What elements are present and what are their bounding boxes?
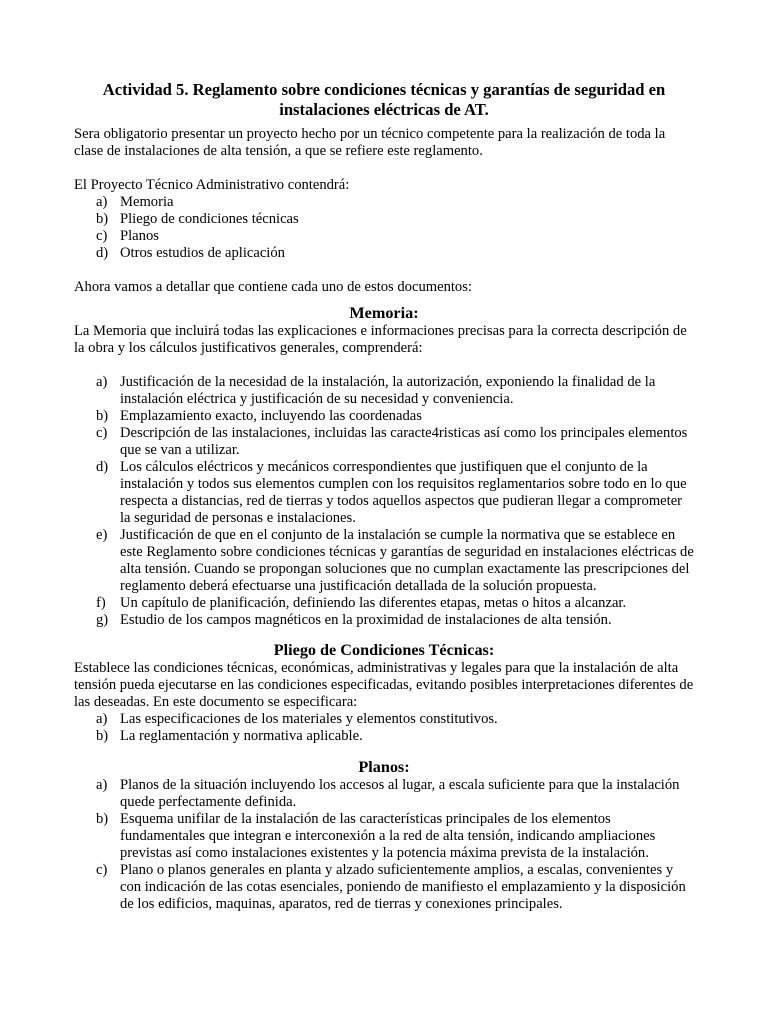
list-marker: c) [96, 228, 108, 244]
list-item-text: Justificación de la necesidad de la instalación, la autorización, exponiendo la finalidad de la instalación eléctrica y justificación de su necesidad y conveniencia. [120, 374, 656, 407]
list-item [96, 194, 694, 211]
list-item-text: Las especificaciones de los materiales y elementos constitutivos. [120, 711, 498, 727]
list-item-text: Pliego de condiciones técnicas [120, 211, 299, 227]
list-marker: a) [96, 711, 108, 727]
list-item [96, 527, 694, 595]
list-item [96, 811, 694, 862]
list-marker: g) [96, 612, 109, 628]
list-marker: c) [96, 425, 108, 441]
list-item-text: Memoria [120, 194, 174, 210]
list-marker: a) [96, 194, 108, 210]
list-item-text: Esquema unifilar de la instalación de las características principales de los elementos fundamentales que integran e interconexión a la red de alta tensión, indicando ampliaciones previstas así como instalaciones existentes y la potencia máxima prevista de la instalación. [120, 811, 656, 861]
list-item [96, 595, 694, 612]
list-item [96, 425, 694, 459]
list-marker: b) [96, 211, 109, 227]
list-item-text: Los cálculos eléctricos y mecánicos correspondientes que justifiquen que el conjunto de la instalación y todos sus elementos cumplen con los requisitos reglamentarios sobre todo en lo que respecta a distancias, red de tierras y todos aquellos aspectos que pudieran llegar a comprometer la seguridad de personas e instalaciones. [120, 459, 687, 526]
list-item [96, 612, 694, 629]
intro-paragraph: Sera obligatorio presentar un proyecto hecho por un técnico competente para la realización de toda la clase de instalaciones de alta tensión, a que se refiere este reglamento. [74, 126, 666, 159]
document-title: Actividad 5. Reglamento sobre condiciones técnicas y garantías de seguridad en instalaciones eléctricas de AT. [102, 80, 666, 119]
planos-list [74, 777, 694, 913]
list-marker: d) [96, 245, 109, 261]
project-contents-list [74, 194, 694, 262]
list-item-text: Otros estudios de aplicación [120, 245, 285, 261]
list-marker: b) [96, 408, 109, 424]
list-item [96, 862, 694, 913]
list-item-text: Planos [120, 228, 159, 244]
list-marker: b) [96, 728, 109, 744]
spacer [74, 357, 694, 374]
list-item [96, 728, 694, 745]
list-marker: e) [96, 527, 108, 543]
list-marker: d) [96, 459, 109, 475]
list-item [96, 777, 694, 811]
list-item-text: Justificación de que en el conjunto de la instalación se cumple la normativa que se establece en este Reglamento sobre condiciones técnicas y garantías de seguridad en instalaciones eléctricas de alta tensión. Cuando se propongan soluciones que no cumplan exactamente las prescripciones del reglamento deberá efectuarse una justificación detallada de la solución propuesta. [120, 527, 694, 594]
list-item-text: Estudio de los campos magnéticos en la proximidad de instalaciones de alta tensión. [120, 612, 612, 628]
list-item [96, 374, 694, 408]
pliego-intro: Establece las condiciones técnicas, económicas, administrativas y legales para que la instalación de alta tensión pueda ejecutarse en las condiciones especificadas, evitando posibles interpretaciones diferentes de las deseadas. En este documento se especificara: [74, 660, 694, 710]
list-item-text: Un capítulo de planificación, definiendo las diferentes etapas, metas o hitos a alcanzar. [120, 595, 627, 611]
list-item-text: Plano o planos generales en planta y alzado suficientemente amplios, a escalas, convenientes y con indicación de las cotas esenciales, poniendo de manifiesto el emplazamiento y la disposición de los edificios, maquinas, aparatos, red de tierras y conexiones principales. [120, 862, 686, 912]
pliego-list [74, 711, 694, 745]
list-item [96, 245, 694, 262]
planos-heading: Planos: [358, 758, 410, 776]
list-marker: c) [96, 862, 108, 878]
list-item [96, 459, 694, 527]
detail-lead: Ahora vamos a detallar que contiene cada uno de estos documentos: [74, 279, 472, 295]
list-marker: b) [96, 811, 109, 827]
memoria-intro: La Memoria que incluirá todas las explicaciones e informaciones precisas para la correcta descripción de la obra y los cálculos justificativos generales, comprenderá: [74, 323, 687, 356]
list-item [96, 408, 694, 425]
list-item [96, 711, 694, 728]
memoria-list [74, 374, 694, 629]
list-item-text: Planos de la situación incluyendo los accesos al lugar, a escala suficiente para que la instalación quede perfectamente definida. [120, 777, 680, 810]
list-marker: a) [96, 777, 108, 793]
spacer [74, 262, 694, 279]
list-item-text: La reglamentación y normativa aplicable. [120, 728, 363, 744]
list-item [96, 228, 694, 245]
list-item-text: Descripción de las instalaciones, incluidas las caracte4risticas así como los principales elementos que se van a utilizar. [120, 425, 688, 458]
list-item-text: Emplazamiento exacto, incluyendo las coordenadas [120, 408, 422, 424]
list-marker: a) [96, 374, 108, 390]
memoria-heading: Memoria: [349, 304, 419, 322]
project-lead: El Proyecto Técnico Administrativo contendrá: [74, 177, 350, 193]
spacer [74, 160, 694, 177]
pliego-heading: Pliego de Condiciones Técnicas: [273, 641, 495, 659]
list-item [96, 211, 694, 228]
list-marker: f) [96, 595, 106, 611]
